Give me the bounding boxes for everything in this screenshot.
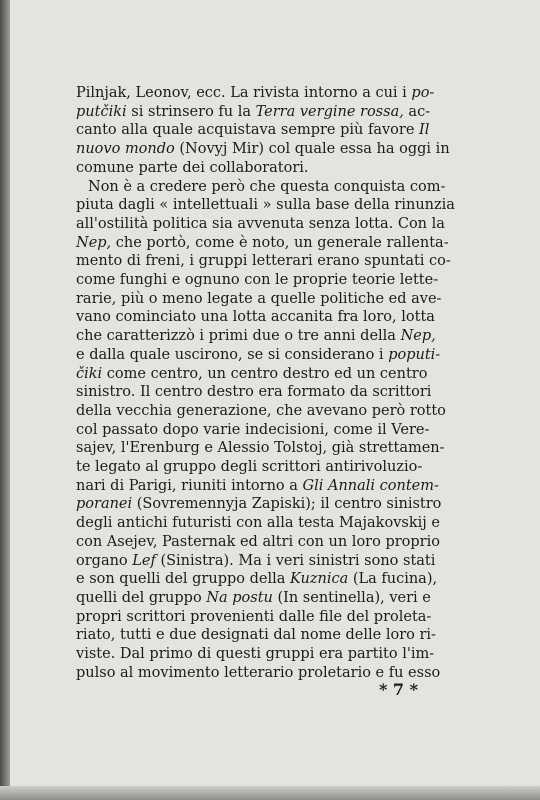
text-run: te legato al gruppo degli scrittori antirivoluzio- [76, 459, 423, 476]
text-line [76, 346, 441, 365]
text-run: sinistro. Il centro destro era formato da scrittori [76, 384, 432, 401]
text-line [76, 664, 441, 683]
text-run: sajev, l'Erenburg e Alessio Tolstoj, già strettamen- [76, 440, 445, 457]
italic-text: po- [411, 85, 435, 101]
text-line [76, 495, 442, 514]
text-run: Non è a credere però che questa conquista com- [88, 178, 446, 195]
text-line [76, 383, 432, 402]
text-line [76, 84, 435, 103]
text-run: propri scrittori provenienti dalle file del proleta- [76, 608, 432, 625]
italic-text: Nep, [400, 328, 436, 345]
text-line [76, 140, 450, 159]
paragraph [76, 178, 455, 683]
text-run: riato, tutti e due designati dal nome delle loro ri- [76, 627, 436, 644]
text-run: (In sentinella), veri e [272, 589, 431, 606]
text-run: nari di Parigi, riuniti intorno a [76, 477, 303, 494]
italic-text: nuovo mondo [76, 141, 175, 158]
text-run: all'ostilità politica sia avvenuta senza lotta. Con la [76, 215, 445, 232]
text-run: degli antichi futuristi con alla testa Majakovskij e [76, 515, 440, 532]
text-run: come funghi e ognuno con le proprie teorie lette- [76, 272, 439, 289]
page-bottom-shadow [0, 786, 540, 800]
text-run: che caratterizzò i primi due o tre anni della [76, 328, 401, 345]
text-line [76, 308, 435, 327]
text-run: (Sovremennyja Zapiski); il centro sinistro [132, 496, 442, 513]
text-line [76, 552, 436, 571]
body-text [76, 84, 455, 683]
text-run: con Asejev, Pasternak ed altri con un loro proprio [76, 533, 440, 550]
italic-text: Terra vergine rossa, [255, 103, 404, 120]
text-line [76, 215, 445, 234]
text-run: col passato dopo varie indecisioni, come il Vere- [76, 421, 430, 438]
text-run: viste. Dal primo di questi gruppi era partito l'im- [76, 646, 435, 663]
text-line [76, 252, 451, 271]
text-line [76, 402, 446, 421]
text-line [76, 458, 423, 477]
text-run: canto alla quale acquistava sempre più favore [76, 122, 420, 139]
text-line [76, 477, 439, 496]
text-line [76, 196, 455, 215]
text-run: si strinsero fu la [126, 103, 256, 120]
italic-text: poputi- [388, 346, 441, 363]
text-line [76, 421, 430, 440]
text-run: quelli del gruppo [76, 589, 207, 606]
italic-text: Gli Annali contem- [302, 477, 439, 494]
text-line [76, 589, 431, 608]
text-run: (Sinistra). Ma i veri sinistri sono stati [155, 552, 436, 569]
text-run: organo [76, 552, 133, 569]
text-run: piuta dagli « intellettuali » sulla base della rinunzia [76, 197, 455, 214]
text-run: mento di freni, i gruppi letterari erano spuntati co- [76, 253, 451, 270]
italic-text: Kuznica [290, 571, 349, 588]
text-run: Pilnjak, Leonov, ecc. La rivista intorno a cui i [76, 85, 412, 101]
text-run: rarie, più o meno legate a quelle politiche ed ave- [76, 290, 442, 307]
text-line [76, 234, 449, 253]
text-run: e dalla quale uscirono, se si considerano i [76, 346, 389, 363]
text-line [76, 439, 445, 458]
italic-text: Nep, [76, 234, 112, 251]
text-line [76, 159, 416, 178]
italic-text: čiki [76, 365, 103, 382]
text-run: della vecchia generazione, che avevano però rotto [76, 402, 446, 419]
text-line [76, 533, 440, 552]
text-line [76, 327, 436, 346]
text-line [76, 626, 436, 645]
text-line [76, 645, 435, 664]
text-line [76, 103, 431, 122]
text-run: ac- [403, 103, 431, 120]
text-line [76, 290, 442, 309]
text-run: vano cominciato una lotta accanita fra loro, lotta [76, 309, 435, 326]
text-run: e son quelli del gruppo della [76, 571, 290, 588]
text-line [76, 271, 439, 290]
text-line [76, 121, 430, 140]
text-line [76, 608, 432, 627]
page-left-shadow [0, 0, 10, 800]
italic-text: Il [419, 122, 430, 139]
italic-text: Na postu [206, 589, 273, 606]
text-run: (Novyj Mir) col quale essa ha oggi in [174, 141, 450, 158]
text-run: pulso al movimento letterario proletario e fu esso [76, 664, 441, 681]
italic-text: putčiki [76, 103, 127, 120]
text-line [76, 514, 440, 533]
text-run: (La fucina), [348, 571, 438, 588]
text-run: comune parte dei collaboratori. [76, 159, 309, 176]
text-line [76, 178, 446, 197]
italic-text: poranei [76, 496, 133, 513]
text-run: come centro, un centro destro ed un centro [102, 365, 428, 382]
page-number: * 7 * [378, 680, 418, 699]
text-run: che portò, come è noto, un generale rallenta- [111, 234, 449, 251]
text-line [76, 365, 428, 384]
paragraph [76, 84, 450, 178]
text-line [76, 570, 438, 589]
italic-text: Lef [132, 552, 156, 569]
